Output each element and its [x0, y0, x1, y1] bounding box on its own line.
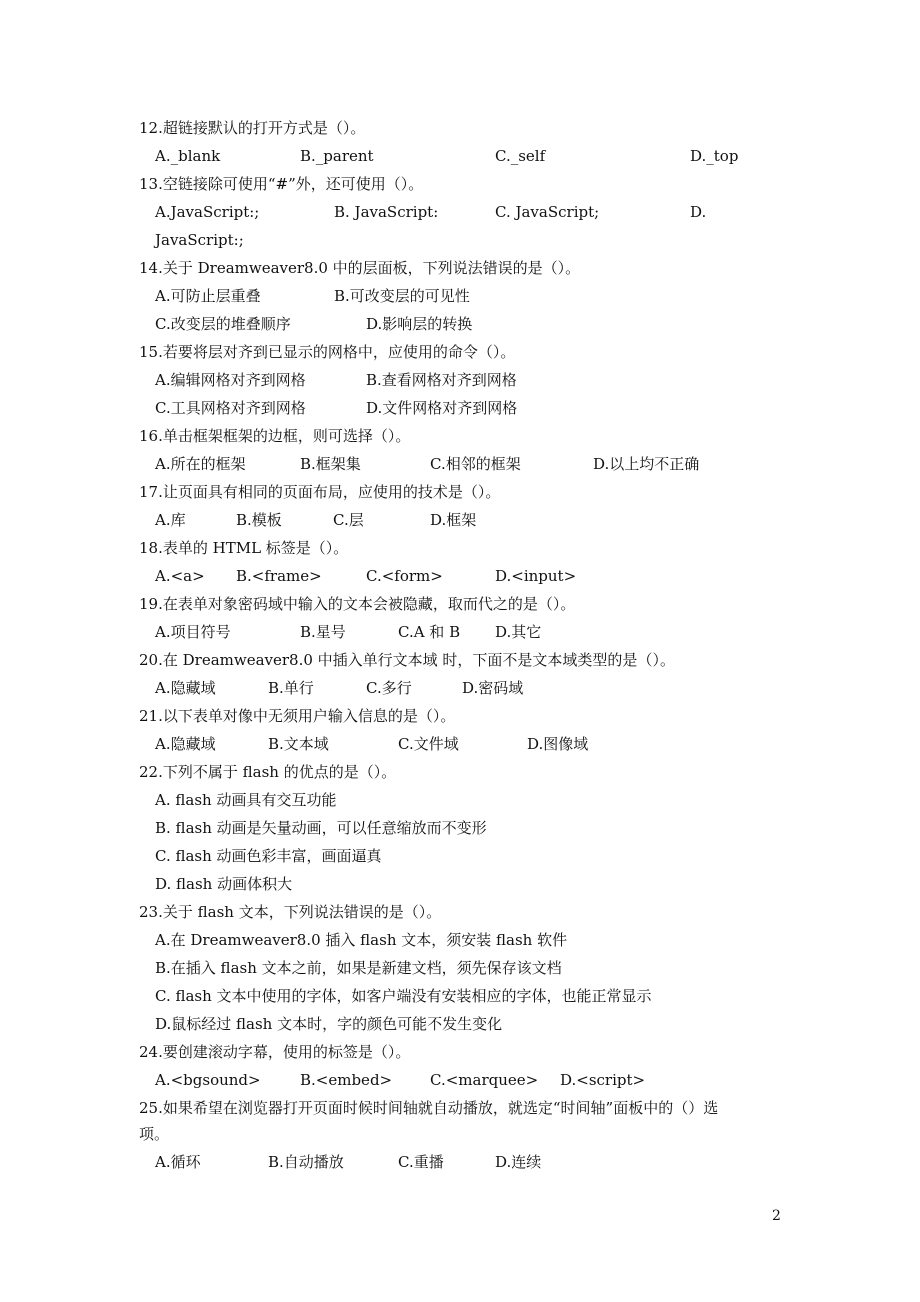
- option: C.改变层的堆叠顺序: [155, 315, 291, 333]
- option: D._top: [690, 147, 739, 165]
- option: B.框架集: [300, 455, 361, 473]
- option: C.<form>: [366, 567, 443, 585]
- question-17: 17.让页面具有相同的页面布局，应使用的技术是（）。: [139, 483, 501, 501]
- question-22: 22.下列不属于 flash 的优点的是（）。: [139, 763, 397, 781]
- option: D. flash 动画体积大: [155, 875, 293, 893]
- option: B.可改变层的可见性: [334, 287, 470, 305]
- option: C.文件域: [398, 735, 459, 753]
- option: B.<frame>: [236, 567, 322, 585]
- option: A. flash 动画具有交互功能: [155, 791, 337, 809]
- option: C.A 和 B: [398, 623, 461, 641]
- option: B.自动播放: [268, 1153, 344, 1171]
- page-number: 2: [772, 1208, 781, 1224]
- option: D.文件网格对齐到网格: [366, 399, 518, 417]
- option: A.隐藏域: [155, 735, 216, 753]
- option: B.文本域: [268, 735, 329, 753]
- option: C. flash 动画色彩丰富，画面逼真: [155, 847, 382, 865]
- option: B.单行: [268, 679, 314, 697]
- question-20: 20.在 Dreamweaver8.0 中插入单行文本域 时，下面不是文本域类型的是（）。: [139, 651, 675, 669]
- option: D.影响层的转换: [366, 315, 473, 333]
- question-19: 19.在表单对象密码域中输入的文本会被隐藏，取而代之的是（）。: [139, 595, 576, 613]
- question-25: 25.如果希望在浏览器打开页面时候时间轴就自动播放，就选定“时间轴”面板中的（）选: [139, 1099, 719, 1117]
- option: A.隐藏域: [155, 679, 216, 697]
- option: A.JavaScript:;: [155, 203, 260, 221]
- option: A.可防止层重叠: [155, 287, 261, 305]
- option: B.<embed>: [300, 1071, 393, 1089]
- option: B. JavaScript:: [334, 203, 439, 221]
- option: C.层: [333, 511, 364, 529]
- option: C.工具网格对齐到网格: [155, 399, 306, 417]
- option: A._blank: [155, 147, 221, 165]
- question-15: 15.若要将层对齐到已显示的网格中，应使用的命令（）。: [139, 343, 516, 361]
- option: C._self: [495, 147, 546, 165]
- option: B.星号: [300, 623, 346, 641]
- option: D.连续: [495, 1153, 542, 1171]
- question-18: 18.表单的 HTML 标签是（）。: [139, 539, 349, 557]
- option: A.所在的框架: [155, 455, 246, 473]
- option: A.循环: [155, 1153, 201, 1171]
- question-21: 21.以下表单对像中无须用户输入信息的是（）。: [139, 707, 456, 725]
- option: A.编辑网格对齐到网格: [155, 371, 306, 389]
- option: D.鼠标经过 flash 文本时，字的颜色可能不发生变化: [155, 1015, 503, 1033]
- option: D.以上均不正确: [593, 455, 700, 473]
- option: C.重播: [398, 1153, 444, 1171]
- option: C. flash 文本中使用的字体，如客户端没有安装相应的字体，也能正常显示: [155, 987, 652, 1005]
- option: B.模板: [236, 511, 282, 529]
- option: B.查看网格对齐到网格: [366, 371, 517, 389]
- question-16: 16.单击框架框架的边框，则可选择（）。: [139, 427, 411, 445]
- question-continuation: 项。: [139, 1125, 170, 1143]
- option: C.<marquee>: [430, 1071, 539, 1089]
- question-13: 13.空链接除可使用“#”外，还可使用（）。: [139, 175, 424, 193]
- option: D.密码域: [462, 679, 524, 697]
- option: B.在插入 flash 文本之前，如果是新建文档，须先保存该文档: [155, 959, 562, 977]
- option: B. flash 动画是矢量动画，可以任意缩放而不变形: [155, 819, 487, 837]
- option: C. JavaScript;: [495, 203, 600, 221]
- option: D.其它: [495, 623, 542, 641]
- question-23: 23.关于 flash 文本，下列说法错误的是（）。: [139, 903, 442, 921]
- option: D.: [690, 203, 707, 221]
- option: D.<input>: [495, 567, 577, 585]
- option: A.库: [155, 511, 186, 529]
- option: A.项目符号: [155, 623, 231, 641]
- question-14: 14.关于 Dreamweaver8.0 中的层面板，下列说法错误的是（）。: [139, 259, 581, 277]
- option: D.图像域: [527, 735, 589, 753]
- option: A.<a>: [155, 567, 205, 585]
- question-24: 24.要创建滚动字幕，使用的标签是（）。: [139, 1043, 411, 1061]
- option: B._parent: [300, 147, 374, 165]
- question-12: 12.超链接默认的打开方式是（）。: [139, 119, 366, 137]
- option: D.<script>: [560, 1071, 646, 1089]
- option: A.在 Dreamweaver8.0 插入 flash 文本，须安装 flash 软件: [155, 931, 568, 949]
- option: JavaScript:;: [155, 231, 244, 249]
- option: D.框架: [430, 511, 477, 529]
- option: C.相邻的框架: [430, 455, 521, 473]
- option: A.<bgsound>: [155, 1071, 261, 1089]
- option: C.多行: [366, 679, 412, 697]
